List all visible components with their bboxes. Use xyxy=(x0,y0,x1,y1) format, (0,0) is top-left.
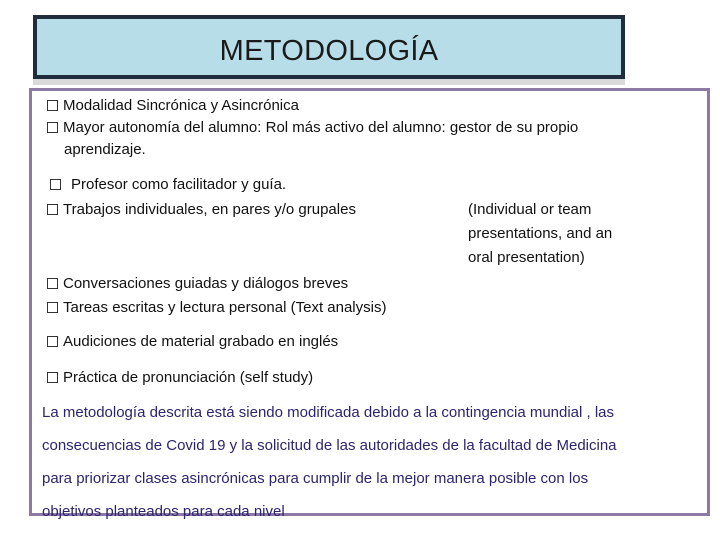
checkbox-icon xyxy=(47,100,58,111)
paragraph-line: consecuencias de Covid 19 y la solicitud de las autoridades de la facultad de Medicina xyxy=(42,437,617,454)
paragraph-line: para priorizar clases asincrónicas para cumplir de la mejor manera posible con los xyxy=(42,470,589,487)
title-box xyxy=(33,15,625,79)
bullet-item: Conversaciones guiadas y diálogos breves xyxy=(47,275,348,293)
paragraph-line: objetivos planteados para cada nivel xyxy=(42,503,285,520)
side-note: (Individual or team presentations, and an oral presentation) xyxy=(468,201,613,266)
checkbox-icon xyxy=(47,122,58,133)
checkbox-icon xyxy=(47,204,58,215)
bullet-item: Mayor autonomía del alumno: Rol más activo del alumno: gestor de su propio xyxy=(47,119,578,137)
bullet-item: Tareas escritas y lectura personal (Text analysis) xyxy=(47,299,386,317)
bullet-item: Audiciones de material grabado en inglés xyxy=(47,333,338,351)
bullet-item: Modalidad Sincrónica y Asincrónica xyxy=(47,97,299,115)
bullet-item: Profesor como facilitador y guía. xyxy=(50,176,286,194)
checkbox-icon xyxy=(47,278,58,289)
checkbox-icon xyxy=(50,179,61,190)
bullet-item: Práctica de pronunciación (self study) xyxy=(47,369,313,387)
checkbox-icon xyxy=(47,372,58,383)
checkbox-icon xyxy=(47,336,58,347)
paragraph-line: La metodología descrita está siendo modificada debido a la contingencia mundial , las xyxy=(42,404,615,421)
bullet-continuation: aprendizaje. xyxy=(64,141,146,158)
page-title: METODOLOGÍA xyxy=(219,35,439,67)
bullet-item: Trabajos individuales, en pares y/o grupales xyxy=(47,201,356,219)
checkbox-icon xyxy=(47,302,58,313)
